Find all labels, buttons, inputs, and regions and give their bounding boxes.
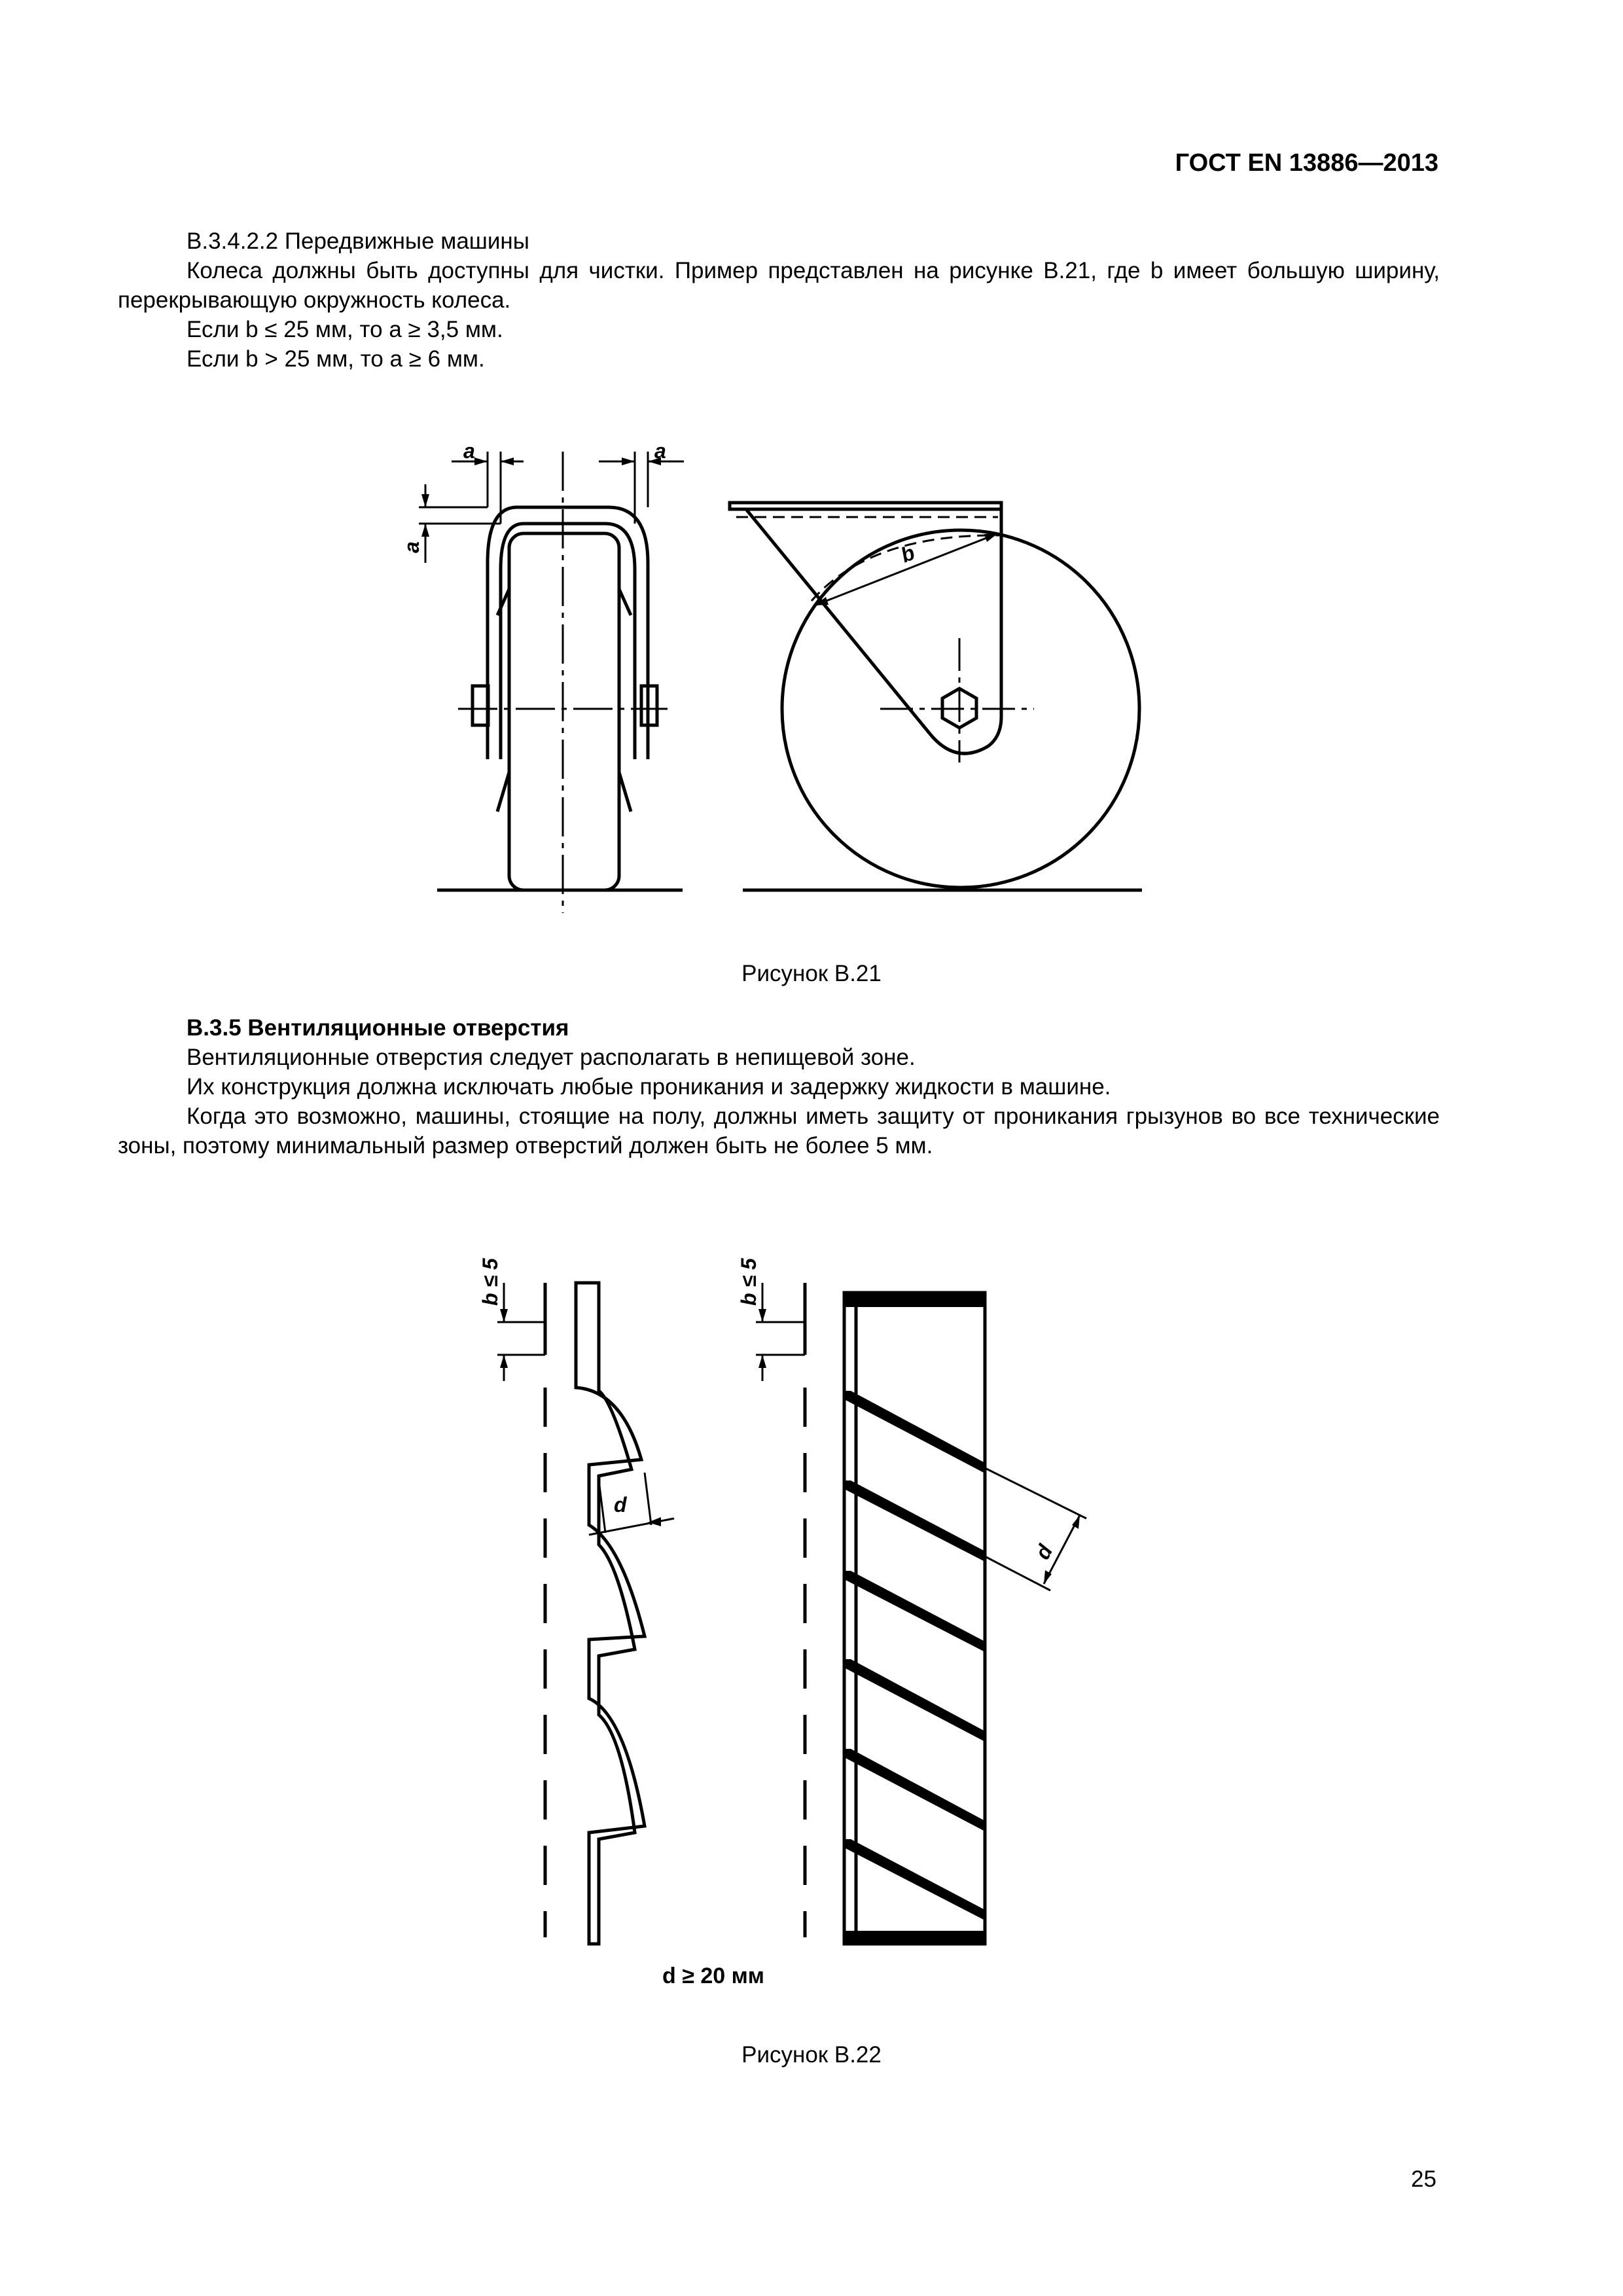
paragraph-2: Их конструкция должна исключать любые проникания и задержку жидкости в машине. bbox=[187, 1074, 1111, 1100]
figure-b22 bbox=[0, 1230, 1623, 1950]
section-title: B.3.4.2.2 Передвижные машины bbox=[187, 228, 529, 254]
axle-nut-left bbox=[473, 686, 488, 725]
label-a-vertical: a bbox=[400, 541, 423, 553]
section-ventilation bbox=[118, 1013, 1440, 1160]
figure-b21-caption: Рисунок B.21 bbox=[741, 961, 882, 986]
figure-b22-caption: Рисунок B.22 bbox=[741, 2042, 882, 2068]
label-d-right: d bbox=[1030, 1541, 1058, 1564]
paragraph-3: Когда это возможно, машины, стоящие на полу, должны иметь защиту от проникания грызунов во все технические зоны, поэтому минимальный размер отверстий должен быть не более 5 мм. bbox=[118, 1103, 1440, 1158]
label-a-left: a bbox=[463, 439, 475, 463]
label-b-right: b ≤ 5 bbox=[737, 1258, 760, 1306]
label-b-left: b ≤ 5 bbox=[478, 1258, 502, 1306]
wheel-front bbox=[509, 533, 619, 890]
grille-frame bbox=[844, 1293, 985, 1944]
caster-bracket bbox=[746, 509, 1001, 753]
label-a-right: a bbox=[654, 439, 666, 463]
paragraph-1: Вентиляционные отверстия следует располагать в непищевой зоне. bbox=[187, 1045, 916, 1070]
label-b: b bbox=[897, 540, 918, 567]
formula: d ≥ 20 мм bbox=[662, 1964, 764, 1988]
condition-2: Если b > 25 мм, то a ≥ 6 мм. bbox=[187, 346, 485, 372]
paragraph: Колеса должны быть доступны для чистки. Пример представлен на рисунке B.21, где b имеет большую ширину, перекрывающую окружность колеса. bbox=[118, 258, 1440, 313]
caster-fork-inner bbox=[501, 524, 635, 759]
section-mobile-machines bbox=[118, 226, 1440, 374]
document-id: ГОСТ EN 13886—2013 bbox=[1175, 149, 1438, 177]
figure-b21 bbox=[0, 419, 1623, 929]
louvre-profile bbox=[576, 1283, 645, 1944]
page-number: 25 bbox=[1411, 2166, 1436, 2192]
caster-fork-front bbox=[488, 507, 648, 759]
mounting-plate bbox=[730, 503, 1001, 509]
condition-1: Если b ≤ 25 мм, то a ≥ 3,5 мм. bbox=[187, 317, 503, 342]
section-title: B.3.5 Вентиляционные отверстия bbox=[187, 1015, 569, 1041]
label-d-left: d bbox=[614, 1493, 627, 1516]
